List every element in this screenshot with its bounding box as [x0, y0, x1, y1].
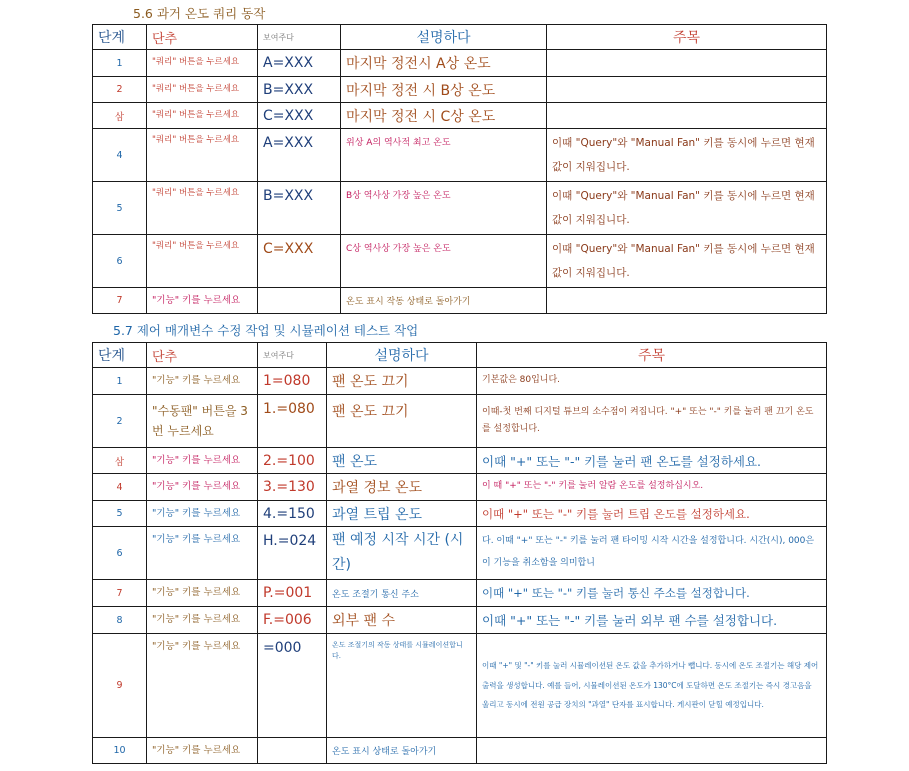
step-cell: 6 — [93, 235, 147, 288]
header-display: 보여주다 — [258, 25, 341, 50]
note-cell: 이 때 "+" 또는 "-" 키를 눌러 알람 온도를 설정하십시오. — [477, 474, 827, 501]
step-cell: 1 — [93, 50, 147, 77]
display-cell: =000 — [258, 634, 327, 738]
note-cell: 이때 "Query"와 "Manual Fan" 키를 동시에 누르면 현재 값이 지워집니다. — [547, 182, 827, 235]
table-row — [93, 235, 827, 288]
display-cell: B=XXX — [258, 77, 341, 103]
description-cell: 팬 예정 시작 시간 (시간) — [327, 527, 477, 580]
display-cell: P.=001 — [258, 580, 327, 607]
step-cell: 7 — [93, 580, 147, 607]
history-query-table — [92, 24, 827, 314]
note-cell: 이때 "+" 또는 "-" 키를 눌러 외부 팬 수를 설정합니다. — [477, 607, 827, 634]
note-cell: 이때 "+" 또는 "-" 키를 눌러 통신 주소를 설정합니다. — [477, 580, 827, 607]
display-cell: 1.=080 — [258, 395, 327, 448]
description-cell: B상 역사상 가장 높은 온도 — [341, 182, 547, 235]
header-note: 주목 — [477, 343, 827, 368]
step-cell: 10 — [93, 738, 147, 764]
push-cell: "기능" 키를 누르세요 — [147, 474, 258, 501]
display-cell: 1=080 — [258, 368, 327, 395]
note-cell: 이때-첫 번째 디지털 튜브의 소수점이 켜집니다. "+" 또는 "-" 키를 눌러 팬 끄기 온도를 설정합니다. — [477, 395, 827, 448]
header-note: 주목 — [547, 25, 827, 50]
push-cell: "기능" 키를 누르세요 — [147, 580, 258, 607]
step-cell: 7 — [93, 288, 147, 314]
header-description: 설명하다 — [327, 343, 477, 368]
push-cell: "쿼리" 버튼을 누르세요 — [147, 235, 258, 288]
step-cell: 삼 — [93, 103, 147, 129]
step-cell: 2 — [93, 77, 147, 103]
description-cell: 팬 온도 끄기 — [327, 368, 477, 395]
note-cell — [547, 50, 827, 77]
step-cell: 9 — [93, 634, 147, 738]
header-step: 단계 — [93, 25, 147, 50]
table-row — [93, 182, 827, 235]
section-title: 5.6 과거 온도 쿼리 동작 — [133, 6, 266, 21]
header-display: 보여주다 — [258, 343, 327, 368]
display-cell: 2.=100 — [258, 448, 327, 474]
description-cell: 과열 경보 온도 — [327, 474, 477, 501]
description-cell: 위상 A의 역사적 최고 온도 — [341, 129, 547, 182]
push-cell: "기능" 키를 누르세요 — [147, 527, 258, 580]
description-cell: 온도 조절기 통신 주소 — [327, 580, 477, 607]
push-cell: "쿼리" 버튼을 누르세요 — [147, 129, 258, 182]
display-cell: C=XXX — [258, 103, 341, 129]
header-step: 단계 — [93, 343, 147, 368]
section-title: 5.7 제어 매개변수 수정 작업 및 시뮬레이션 테스트 작업 — [113, 323, 419, 338]
table-row — [93, 738, 827, 764]
note-cell: 이때 "Query"와 "Manual Fan" 키를 동시에 누르면 현재 값이 지워집니다. — [547, 129, 827, 182]
step-cell: 4 — [93, 129, 147, 182]
note-cell: 이때 "+" 또는 "-" 키를 눌러 팬 온도를 설정하세요. — [477, 448, 827, 474]
push-cell: "기능" 키를 누르세요 — [147, 738, 258, 764]
step-cell: 삼 — [93, 448, 147, 474]
display-cell: 3.=130 — [258, 474, 327, 501]
push-cell: "기능" 키를 누르세요 — [147, 448, 258, 474]
note-cell: 이때 "Query"와 "Manual Fan" 키를 동시에 누르면 현재 값이 지워집니다. — [547, 235, 827, 288]
table-row — [93, 395, 827, 448]
display-cell: C=XXX — [258, 235, 341, 288]
display-cell — [258, 288, 341, 314]
step-cell: 2 — [93, 395, 147, 448]
push-cell: "기능" 키를 누르세요 — [147, 501, 258, 527]
table-row — [93, 129, 827, 182]
table-row — [93, 474, 827, 501]
description-cell: 외부 팬 수 — [327, 607, 477, 634]
description-cell: 온도 표시 작동 상태로 돌아가기 — [341, 288, 547, 314]
header-description: 설명하다 — [341, 25, 547, 50]
display-cell: 4.=150 — [258, 501, 327, 527]
display-cell: H.=024 — [258, 527, 327, 580]
table-row — [93, 448, 827, 474]
display-cell: A=XXX — [258, 50, 341, 77]
step-cell: 6 — [93, 527, 147, 580]
note-cell — [547, 288, 827, 314]
description-cell: 마지막 정전 시 B상 온도 — [341, 77, 547, 103]
table-row — [93, 501, 827, 527]
note-cell — [477, 738, 827, 764]
table-row — [93, 288, 827, 314]
push-cell: "쿼리" 버튼을 누르세요 — [147, 50, 258, 77]
description-cell: 팬 온도 — [327, 448, 477, 474]
table-header-row — [93, 25, 827, 50]
table-row — [93, 368, 827, 395]
note-cell: 이때 "+" 또는 "-" 키를 눌러 트립 온도를 설정하세요. — [477, 501, 827, 527]
note-cell — [547, 103, 827, 129]
header-push: 단추 — [147, 343, 258, 368]
push-cell: "기능" 키를 누르세요 — [147, 288, 258, 314]
push-cell: "기능" 키를 누르세요 — [147, 634, 258, 738]
note-cell — [547, 77, 827, 103]
push-cell: "쿼리" 버튼을 누르세요 — [147, 182, 258, 235]
step-cell: 8 — [93, 607, 147, 634]
note-cell: 다. 이때 "+" 또는 "-" 키를 눌러 팬 타이밍 시작 시간을 설정합니다. 시간(시), 000은 이 기능을 취소함을 의미합니 — [477, 527, 827, 580]
description-cell: 과열 트립 온도 — [327, 501, 477, 527]
description-cell: C상 역사상 가장 높은 온도 — [341, 235, 547, 288]
description-cell: 마지막 정전시 A상 온도 — [341, 50, 547, 77]
description-cell: 온도 조절기의 작동 상태를 시뮬레이션합니다. — [327, 634, 477, 738]
table-row — [93, 103, 827, 129]
table-row — [93, 77, 827, 103]
table-row — [93, 527, 827, 580]
description-cell: 마지막 정전 시 C상 온도 — [341, 103, 547, 129]
header-push: 단추 — [147, 25, 258, 50]
description-cell: 팬 온도 끄기 — [327, 395, 477, 448]
table-row — [93, 634, 827, 738]
push-cell: "기능" 키를 누르세요 — [147, 368, 258, 395]
step-cell: 1 — [93, 368, 147, 395]
note-cell: 이때 "+" 및 "-" 키를 눌러 시뮬레이션된 온도 값을 추가하거나 뺍니다. 동시에 온도 조절기는 해당 제어 출력을 생성합니다. 예를 들어, 시뮬레이션된 온도가 130°C에 도달하면 온도 조절기는 즉시 경고음을 울리고 동시에 전원 공급 장치의 "과열" 단자를 표시합니다. 게시판이 닫힐 예정입니다. — [477, 634, 827, 738]
display-cell — [258, 738, 327, 764]
push-cell: "기능" 키를 누르세요 — [147, 607, 258, 634]
table-row — [93, 580, 827, 607]
control-parameter-table — [92, 342, 827, 764]
description-cell: 온도 표시 상태로 돌아가기 — [327, 738, 477, 764]
table-row — [93, 50, 827, 77]
step-cell: 5 — [93, 501, 147, 527]
step-cell: 5 — [93, 182, 147, 235]
push-cell: "쿼리" 버튼을 누르세요 — [147, 77, 258, 103]
push-cell: "쿼리" 버튼을 누르세요 — [147, 103, 258, 129]
display-cell: A=XXX — [258, 129, 341, 182]
push-cell: "수동팬" 버튼을 3번 누르세요 — [147, 395, 258, 448]
display-cell: F.=006 — [258, 607, 327, 634]
table-header-row — [93, 343, 827, 368]
table-row — [93, 607, 827, 634]
display-cell: B=XXX — [258, 182, 341, 235]
step-cell: 4 — [93, 474, 147, 501]
note-cell: 기본값은 80입니다. — [477, 368, 827, 395]
